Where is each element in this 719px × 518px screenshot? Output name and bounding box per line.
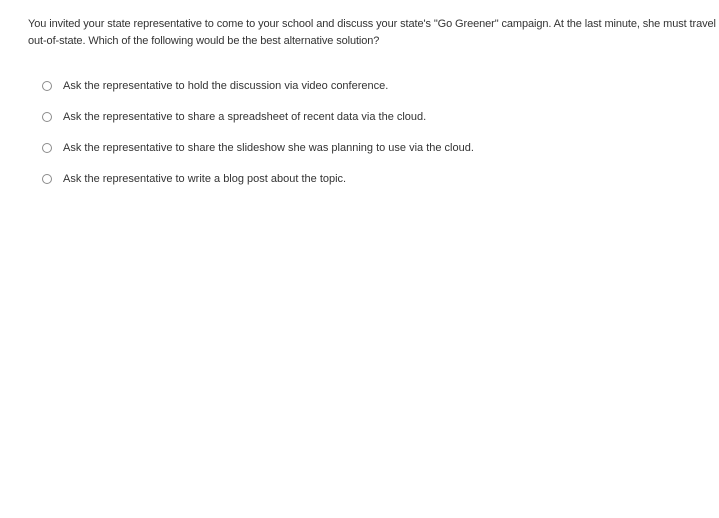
option-video-conference[interactable]	[42, 70, 702, 101]
answer-options	[42, 70, 702, 194]
option-spreadsheet[interactable]	[42, 101, 702, 132]
option-slideshow[interactable]	[42, 132, 702, 163]
radio-button[interactable]	[42, 174, 52, 184]
option-blog-post[interactable]	[42, 163, 702, 194]
option-label: Ask the representative to write a blog post about the topic.	[63, 172, 347, 185]
option-label: Ask the representative to hold the discussion via video conference.	[63, 79, 389, 92]
radio-button[interactable]	[42, 81, 52, 91]
option-label: Ask the representative to share the slideshow she was planning to use via the cloud.	[63, 141, 474, 154]
radio-button[interactable]	[42, 143, 52, 153]
option-label: Ask the representative to share a spreadsheet of recent data via the cloud.	[63, 110, 427, 123]
question-text: You invited your state representative to come to your school and discuss your state's "Go Greener" campaign. At the last minute, she must travel out-of-state. Which of the following would be the best alternative solution?	[28, 18, 716, 47]
radio-button[interactable]	[42, 112, 52, 122]
